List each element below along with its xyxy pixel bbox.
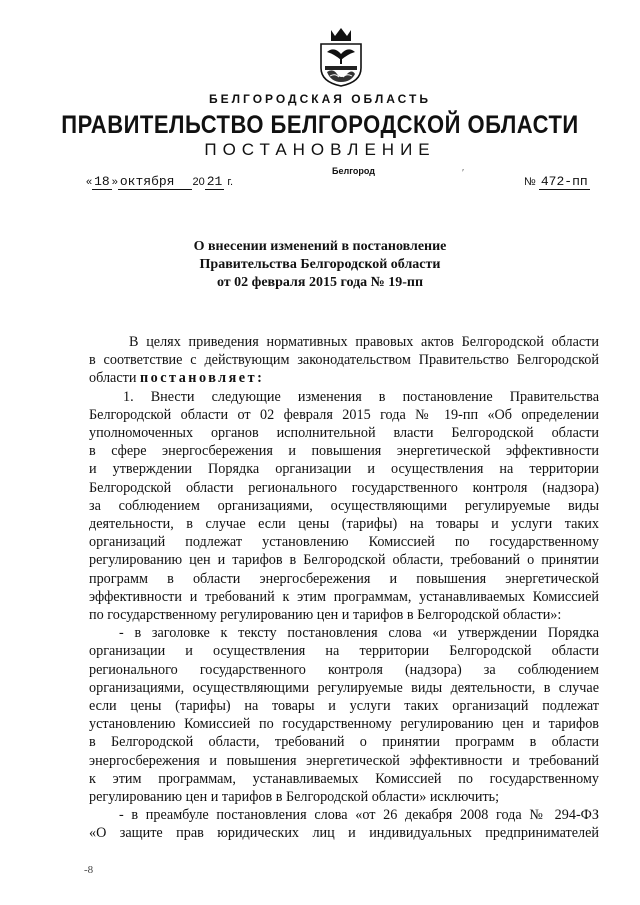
- dash-item-line: - в преамбуле постановления слова «от 26 декабря 2008 года № 294-ФЗ: [119, 807, 599, 824]
- city-name: Белгород: [332, 166, 375, 176]
- dash-item-line: к этим программам, устанавливаемых Комиссией по государственному: [89, 770, 599, 787]
- government-name: ПРАВИТЕЛЬСТВО БЕЛГОРОДСКОЙ ОБЛАСТИ: [61, 110, 579, 139]
- document-body: [89, 333, 599, 843]
- page-footer-mark: -8: [84, 864, 94, 876]
- stray-mark: ′: [462, 168, 465, 179]
- date-open-quote: «: [86, 176, 93, 188]
- document-date: [86, 174, 233, 189]
- item-line: Белгородской области регионального государственного контроля (надзора): [89, 479, 599, 496]
- dash-item-line: - в заголовке к тексту постановления слова «и утверждении Порядка: [119, 625, 599, 642]
- item-line: 1. Внести следующие изменения в постановление Правительства: [123, 388, 599, 405]
- dash-item-line: регулированию цен и тарифов в Белгородской области» исключить;: [89, 789, 500, 806]
- coat-of-arms-emblem: [317, 24, 365, 88]
- item-line: организаций подлежат установлению Комиссией по государственному: [89, 534, 599, 551]
- item-line: Белгородской области от 02 февраля 2015 года № 19-пп «Об определении: [89, 406, 599, 423]
- document-number: [524, 174, 590, 189]
- number-sign: №: [524, 176, 536, 188]
- region-name: БЕЛГОРОДСКАЯ ОБЛАСТЬ: [209, 92, 431, 106]
- paragraph-line: в соответствие с действующим законодательством Правительство Белгородской: [89, 352, 599, 369]
- title-line-3: от 02 февраля 2015 года № 19-пп: [216, 275, 424, 290]
- item-line: по государственному регулированию цен и тарифов в Белгородской области»:: [89, 607, 562, 624]
- item-line: программ в области энергосбережения и повышения энергетической: [89, 570, 599, 587]
- paragraph-line: В целях приведения нормативных правовых актов Белгородской области: [129, 334, 599, 350]
- date-year: 21: [206, 174, 223, 189]
- item-line: за соблюдением организациями, осуществляющими регулируемые виды: [89, 497, 599, 514]
- dash-item-line: регионального государственного контроля (надзора) за соблюдением: [89, 661, 599, 678]
- dash-item-line: организации и осуществления на территории Белгородской области: [89, 643, 599, 660]
- item-line: деятельности, в случае если цены (тарифы) на товары и услуги таких: [89, 516, 599, 533]
- document-title: [0, 238, 640, 292]
- dash-item-line: установлению Комиссией по государственному регулированию цен и тарифов: [89, 716, 599, 733]
- item-line: уполномоченных органов исполнительной власти Белгородской области: [89, 425, 599, 442]
- item-line: в сфере энергосбережения и повышения энергетической эффективности: [89, 443, 599, 460]
- item-line: регулированию цен и тарифов в Белгородской области, требований о принятии: [89, 552, 599, 569]
- title-line-2: Правительства Белгородской области: [199, 257, 441, 272]
- document-type: ПОСТАНОВЛЕНИЕ: [204, 140, 436, 159]
- date-suffix: г.: [227, 176, 234, 188]
- date-year-prefix: 20: [192, 176, 205, 188]
- item-line: и утверждении Порядка организации и осуществления на территории: [89, 461, 599, 478]
- dash-item-line: в Белгородской области, требований о принятии программ в области: [89, 734, 599, 751]
- title-line-1: О внесении изменений в постановление: [193, 239, 447, 254]
- date-day: 18: [94, 174, 110, 189]
- resolves-word: постановляет:: [139, 370, 265, 387]
- paragraph-line: [89, 369, 599, 387]
- date-close-quote: »: [111, 176, 118, 188]
- dash-item-line: организациями, осуществляющими регулируемые виды деятельности, в случае: [89, 679, 599, 696]
- dash-item-line: энергосбережения и повышения энергетической эффективности и требований: [89, 752, 599, 769]
- dash-item-line: если цены (тарифы) на товары и услуги таких организаций подлежат: [89, 698, 599, 715]
- date-month: октября: [118, 174, 193, 190]
- item-line: эффективности и требований к этим программам, устанавливаемых Комиссией: [89, 588, 599, 605]
- number-value: 472-пп: [540, 174, 588, 189]
- dash-item-line: «О защите прав юридических лиц и индивидуальных предпринимателей: [89, 825, 599, 842]
- paragraph-text: области: [89, 370, 140, 387]
